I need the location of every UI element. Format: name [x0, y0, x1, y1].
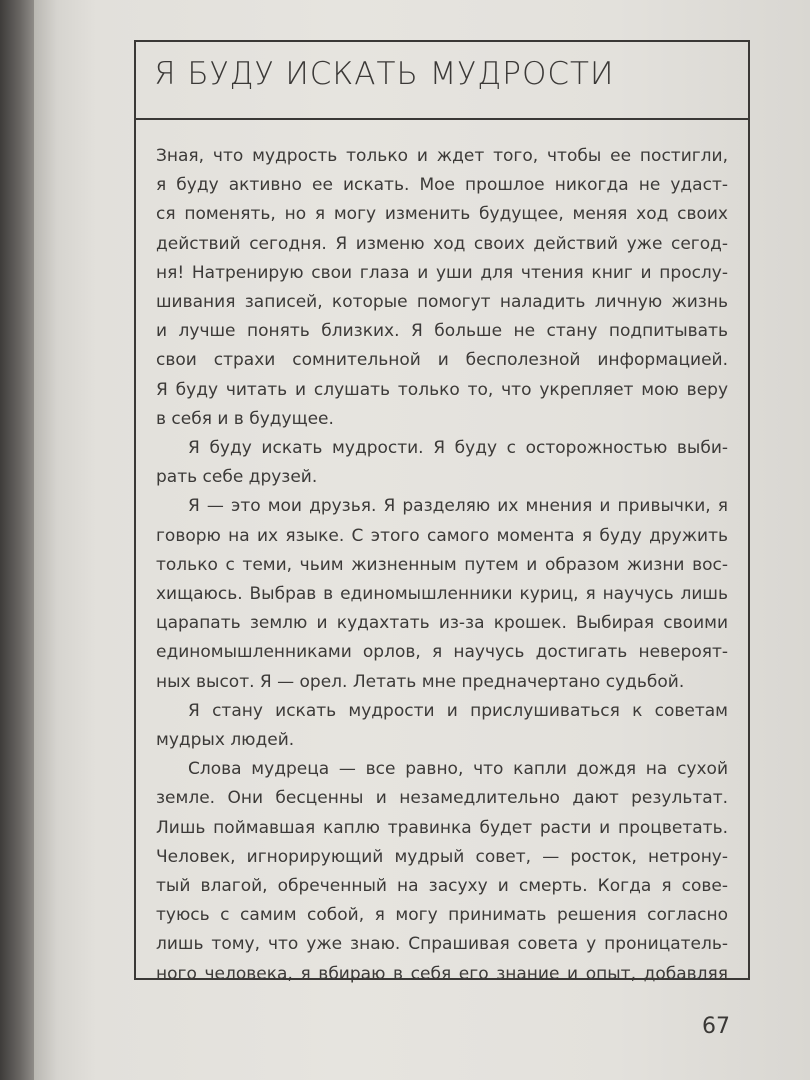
chapter-title: Я БУДУ ИСКАТЬ МУДРОСТИ [154, 56, 615, 92]
text-line: Лишь поймавшая каплю травинка будет расти и процветать. [156, 817, 728, 838]
book-spine-shadow [0, 0, 34, 1080]
text-line: лишь тому, что уже знаю. Спрашивая совета у проницатель- [156, 934, 728, 955]
text-line: Я буду читать и слушать только то, что укрепляет мою веру [156, 379, 728, 400]
chapter-header [136, 42, 748, 120]
text-line: Человек, игнорирующий мудрый совет, — росток, нетрону- [156, 846, 728, 867]
text-line: мудрых людей. [156, 730, 295, 751]
text-line: и лучше понять близких. Я больше не стану подпитывать [156, 321, 728, 342]
text-line: ся поменять, но я могу изменить будущее, меняя ход своих [156, 204, 728, 225]
text-line: туюсь с самим собой, я могу принимать решения согласно [156, 905, 728, 926]
text-line: действий сегодня. Я изменю ход своих действий уже сегод- [156, 233, 728, 254]
text-line: я буду активно ее искать. Мое прошлое никогда не удаст- [156, 175, 728, 196]
text-line: Слова мудреца — все равно, что капли дождя на сухой [188, 759, 728, 780]
text-line: Зная, что мудрость только и ждет того, чтобы ее постигли, [156, 146, 728, 166]
text-line: ня! Натренирую свои глаза и уши для чтения книг и прослу- [156, 262, 728, 283]
text-line: только с теми, чьим жизненным путем и образом жизни вос- [156, 554, 728, 575]
text-line: Я стану искать мудрости и прислушиваться к советам [188, 700, 728, 721]
text-line: в себя и в будущее. [156, 408, 334, 429]
text-line: свои страхи сомнительной и бесполезной информацией. [156, 350, 728, 371]
text-line: хищаюсь. Выбрав в единомышленники куриц, я научусь лишь [156, 584, 728, 605]
text-line: говорю на их языке. С этого самого момента я буду дружить [156, 525, 728, 546]
text-line: ного человека, я вбираю в себя его знание и опыт, добавляя [156, 963, 728, 984]
text-line: шивания записей, которые помогут наладить личную жизнь [156, 292, 728, 313]
book-page [34, 0, 810, 1080]
page-number: 67 [702, 1014, 730, 1039]
text-frame [134, 40, 750, 984]
text-line: рать себе друзей. [156, 467, 318, 488]
text-line: царапать землю и кудахтать из-за крошек. Выбирая своими [156, 613, 728, 634]
text-line: тый влагой, обреченный на засуху и смерть. Когда я сове- [156, 876, 728, 897]
text-line: единомышленниками орлов, я научусь достигать невероят- [156, 642, 728, 663]
text-line: ных высот. Я — орел. Летать мне предначертано судьбой. [156, 671, 685, 692]
text-line: Я буду искать мудрости. Я буду с осторожностью выби- [188, 438, 728, 459]
text-line: земле. Они бесценны и незамедлительно дают результат. [156, 788, 728, 809]
body-text [156, 142, 728, 989]
text-line: Я — это мои друзья. Я разделяю их мнения и привычки, я [188, 496, 728, 517]
